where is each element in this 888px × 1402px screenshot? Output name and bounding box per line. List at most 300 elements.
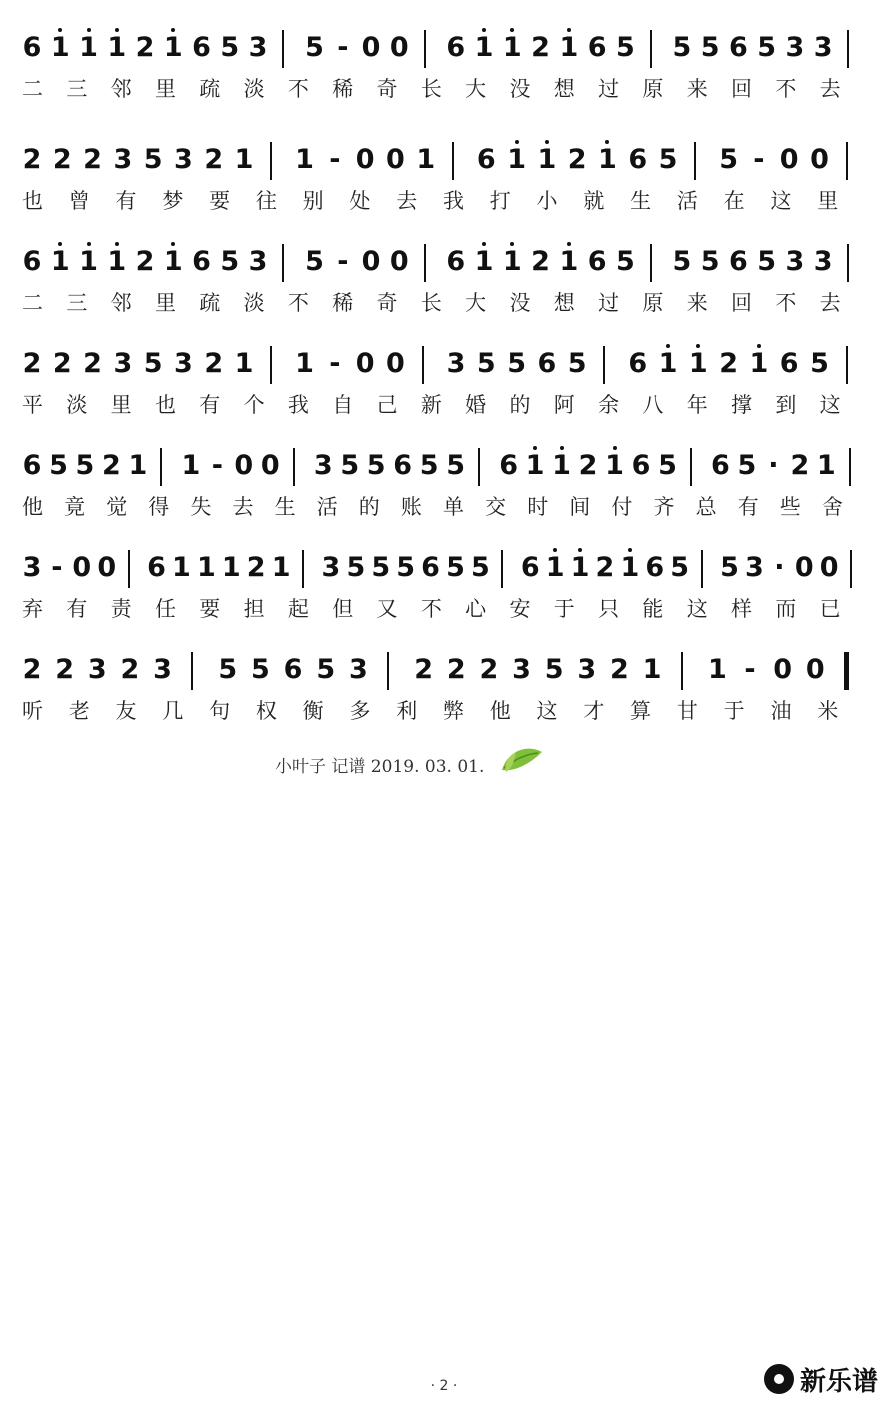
- note: [192, 28, 212, 68]
- note: [620, 548, 640, 588]
- lyric-char: 原: [642, 291, 664, 315]
- note: [305, 242, 325, 282]
- note-digit: 6: [728, 32, 748, 63]
- barline: [846, 346, 848, 384]
- note-digit: 0: [389, 246, 409, 277]
- dash: [333, 28, 353, 68]
- note-digit: ·: [774, 552, 785, 583]
- note-digit: 0: [355, 144, 375, 175]
- note-digit: 2: [22, 348, 42, 379]
- note: [220, 242, 240, 282]
- high-octave-dot: [757, 344, 761, 348]
- lyric-char: 婚: [465, 393, 487, 417]
- note-digit: 2: [204, 144, 224, 175]
- lyric-char: 担: [243, 597, 265, 621]
- note-digit: 0: [386, 348, 405, 379]
- note-digit: 1: [234, 144, 254, 175]
- note-digit: 6: [537, 348, 557, 379]
- note-digit: 0: [97, 552, 117, 583]
- note: [107, 28, 127, 68]
- notation-system: [0, 548, 888, 648]
- notes-line: [22, 28, 864, 68]
- note-digit: 3: [512, 654, 531, 685]
- note-digit: 2: [531, 246, 550, 277]
- barline: [293, 448, 295, 486]
- barline: [681, 652, 683, 690]
- note: [749, 344, 769, 384]
- note-digit: 0: [773, 654, 792, 685]
- record-disk-icon: [764, 1364, 794, 1394]
- note-digit: 3: [22, 552, 42, 583]
- dot: [769, 548, 789, 588]
- leaf-icon: [498, 742, 546, 776]
- note-digit: 1: [658, 348, 678, 379]
- barline: [191, 652, 193, 690]
- note: [567, 344, 587, 384]
- lyric-char: 原: [642, 77, 664, 101]
- logo-text: 新乐谱: [799, 1366, 878, 1397]
- note: [75, 446, 95, 486]
- note-digit: 2: [719, 348, 738, 379]
- note: [22, 28, 42, 68]
- lyric-char: 这: [686, 597, 708, 621]
- lyric-char: 二: [22, 77, 43, 101]
- note: [22, 344, 42, 384]
- lyric-char: 而: [775, 597, 797, 621]
- note: [305, 28, 325, 68]
- lyric-char: 也: [154, 393, 176, 417]
- notation-system: [0, 242, 888, 342]
- note: [559, 28, 579, 68]
- note-digit: 5: [340, 450, 360, 481]
- note-digit: 5: [544, 654, 564, 685]
- note: [385, 140, 405, 180]
- note: [502, 28, 522, 68]
- note-digit: 0: [819, 552, 839, 583]
- lyrics-line: [0, 392, 888, 422]
- dash: [740, 650, 760, 690]
- notes-line: [22, 344, 864, 384]
- note-digit: 1: [525, 450, 545, 481]
- note: [446, 344, 466, 384]
- note: [22, 446, 42, 486]
- note: [220, 28, 240, 68]
- lyric-char: 打: [489, 189, 511, 213]
- note-digit: 2: [531, 32, 550, 63]
- lyric-char: 没: [509, 77, 531, 101]
- note: [171, 548, 191, 588]
- lyric-char: 往: [255, 189, 277, 213]
- note-digit: 2: [55, 654, 75, 685]
- note-digit: 0: [361, 246, 381, 277]
- lyric-char: 单: [443, 495, 464, 519]
- note-digit: 2: [83, 144, 102, 175]
- note: [499, 446, 519, 486]
- lyric-char: 曾: [68, 189, 90, 213]
- note-digit: 1: [416, 144, 436, 175]
- note: [361, 28, 381, 68]
- note-digit: 1: [271, 552, 291, 583]
- barline: [847, 30, 849, 68]
- note-digit: 2: [446, 654, 466, 685]
- lyric-char: 新: [420, 393, 442, 417]
- note: [474, 242, 494, 282]
- note-digit: 5: [658, 144, 678, 175]
- note-digit: 6: [192, 32, 211, 63]
- note: [143, 344, 163, 384]
- note: [393, 446, 413, 486]
- lyric-char: 不: [420, 597, 442, 621]
- lyrics-line: [0, 188, 888, 218]
- note-digit: 2: [52, 348, 72, 379]
- lyric-char: 三: [66, 291, 88, 315]
- lyric-char: 不: [775, 291, 797, 315]
- note-digit: 0: [794, 552, 814, 583]
- note: [670, 548, 690, 588]
- note: [658, 344, 678, 384]
- note-digit: 6: [192, 246, 211, 277]
- note-digit: 3: [577, 654, 597, 685]
- lyric-char: 过: [598, 291, 620, 315]
- lyric-char: 得: [148, 495, 170, 519]
- note-digit: 6: [446, 246, 466, 277]
- note-digit: 2: [595, 552, 615, 583]
- lyric-char: 在: [723, 189, 745, 213]
- lyric-char: 奇: [376, 77, 398, 101]
- note: [479, 650, 499, 690]
- lyric-char: 邻: [110, 77, 132, 101]
- lyric-char: 梦: [162, 189, 184, 213]
- lyric-char: 的: [509, 393, 531, 417]
- note: [246, 548, 266, 588]
- note-digit: 6: [587, 246, 607, 277]
- note-digit: 3: [87, 654, 107, 685]
- high-octave-dot: [628, 548, 632, 552]
- note: [720, 548, 740, 588]
- lyric-char: 稀: [332, 291, 354, 315]
- lyric-char: 他: [22, 495, 43, 519]
- note-digit: 5: [810, 348, 829, 379]
- note: [135, 242, 155, 282]
- lyric-char: 大: [465, 77, 487, 101]
- note: [153, 650, 173, 690]
- note: [135, 28, 155, 68]
- note: [248, 242, 268, 282]
- notes-line: [22, 446, 864, 486]
- note-digit: 2: [578, 450, 598, 481]
- lyric-char: 回: [731, 291, 753, 315]
- note: [470, 548, 490, 588]
- note-digit: 5: [476, 348, 496, 379]
- note-digit: 1: [507, 144, 526, 175]
- note: [313, 446, 333, 486]
- note: [79, 242, 99, 282]
- barline: [603, 346, 605, 384]
- barline: [478, 448, 480, 486]
- note-digit: 3: [321, 552, 341, 583]
- lyric-char: 多: [349, 699, 371, 723]
- note: [595, 548, 615, 588]
- site-logo[interactable]: [764, 1362, 878, 1396]
- note-digit: 1: [172, 552, 191, 583]
- note-digit: 3: [248, 246, 268, 277]
- note: [700, 28, 720, 68]
- lyrics-line: [0, 290, 888, 320]
- lyric-char: 甘: [676, 699, 698, 723]
- barline: [270, 142, 272, 180]
- note-digit: 2: [83, 348, 102, 379]
- notation-system: [0, 446, 888, 546]
- note-digit: 5: [446, 450, 466, 481]
- lyric-char: 有: [737, 495, 759, 519]
- note-digit: 1: [163, 246, 183, 277]
- note: [520, 548, 540, 588]
- note: [445, 548, 465, 588]
- barline: [650, 244, 652, 282]
- note: [476, 344, 496, 384]
- note: [389, 28, 409, 68]
- note: [192, 242, 212, 282]
- note-digit: -: [337, 32, 349, 63]
- note-digit: 2: [120, 654, 140, 685]
- note-digit: 5: [49, 450, 68, 481]
- note: [128, 446, 148, 486]
- note: [52, 140, 72, 180]
- note-digit: 5: [305, 32, 324, 63]
- note-digit: 1: [295, 348, 314, 379]
- note-digit: 1: [196, 552, 216, 583]
- lyric-char: 利: [396, 699, 418, 723]
- barline: [422, 346, 424, 384]
- note: [700, 242, 720, 282]
- lyric-char: 自: [332, 393, 354, 417]
- note-digit: 6: [421, 552, 440, 583]
- note-digit: 1: [559, 246, 579, 277]
- note: [173, 140, 193, 180]
- note: [615, 28, 635, 68]
- note: [419, 446, 439, 486]
- barline: [128, 550, 130, 588]
- note-digit: 0: [389, 32, 409, 63]
- lyric-char: 生: [274, 495, 296, 519]
- lyric-char: 余: [598, 393, 620, 417]
- lyric-char: 这: [536, 699, 558, 723]
- lyric-char: 的: [358, 495, 380, 519]
- note-digit: 1: [474, 246, 494, 277]
- lyric-char: 回: [731, 77, 753, 101]
- note-digit: 5: [366, 450, 386, 481]
- note-digit: 3: [813, 32, 833, 63]
- note: [421, 548, 441, 588]
- lyric-char: 于: [723, 699, 745, 723]
- note-digit: 6: [645, 552, 665, 583]
- note-digit: 5: [396, 552, 416, 583]
- note: [321, 548, 341, 588]
- note: [578, 446, 598, 486]
- lyric-char: 就: [583, 189, 605, 213]
- high-octave-dot: [567, 242, 571, 246]
- lyric-char: 奇: [376, 291, 398, 315]
- note: [366, 446, 386, 486]
- note-digit: 5: [305, 246, 324, 277]
- lyric-char: 二: [22, 291, 43, 315]
- note: [204, 140, 224, 180]
- note: [50, 242, 70, 282]
- note: [234, 446, 254, 486]
- barline: [424, 30, 426, 68]
- lyric-char: 弃: [22, 597, 43, 621]
- note-digit: 1: [107, 246, 127, 277]
- note-digit: 2: [567, 144, 587, 175]
- note: [544, 650, 564, 690]
- note-digit: 5: [720, 552, 739, 583]
- lyric-char: 安: [509, 597, 531, 621]
- lyric-char: 但: [332, 597, 354, 621]
- note-digit: 6: [393, 450, 413, 481]
- note: [389, 242, 409, 282]
- high-octave-dot: [87, 242, 91, 246]
- note: [22, 140, 42, 180]
- note-digit: 2: [790, 450, 810, 481]
- lyric-char: 米: [817, 699, 839, 723]
- lyric-char: 有: [66, 597, 88, 621]
- lyrics-line: [0, 698, 888, 728]
- note: [371, 548, 391, 588]
- lyric-char: 大: [465, 291, 487, 315]
- note-digit: 5: [670, 552, 690, 583]
- note: [250, 650, 270, 690]
- note: [737, 446, 757, 486]
- note-digit: 3: [313, 450, 333, 481]
- note: [204, 344, 224, 384]
- note: [248, 28, 268, 68]
- high-octave-dot: [613, 446, 617, 450]
- lyric-char: 觉: [106, 495, 128, 519]
- note: [507, 140, 527, 180]
- lyric-char: 里: [817, 189, 839, 213]
- note-digit: 2: [135, 32, 155, 63]
- lyric-char: 衡: [302, 699, 324, 723]
- high-octave-dot: [515, 140, 519, 144]
- lyric-char: 账: [400, 495, 422, 519]
- lyric-char: 不: [287, 77, 309, 101]
- lyrics-line: [0, 494, 888, 524]
- note: [234, 140, 254, 180]
- barline: [694, 142, 696, 180]
- note: [316, 650, 336, 690]
- high-octave-dot: [87, 28, 91, 32]
- note: [221, 548, 241, 588]
- note: [476, 140, 496, 180]
- note: [48, 446, 68, 486]
- lyric-char: 想: [553, 291, 575, 315]
- lyric-char: 舍: [821, 495, 843, 519]
- note-digit: 0: [779, 144, 799, 175]
- note: [605, 446, 625, 486]
- note-digit: 2: [22, 654, 42, 685]
- note-digit: 3: [446, 348, 466, 379]
- note-digit: 1: [50, 32, 70, 63]
- note: [52, 344, 72, 384]
- lyric-char: 听: [22, 699, 43, 723]
- lyric-char: 老: [68, 699, 90, 723]
- note-digit: 3: [785, 32, 805, 63]
- note: [283, 650, 303, 690]
- dash: [325, 140, 345, 180]
- barline: [701, 550, 703, 588]
- note: [577, 650, 597, 690]
- note-digit: 1: [181, 450, 201, 481]
- note: [559, 242, 579, 282]
- note: [295, 344, 315, 384]
- note: [707, 650, 727, 690]
- note-digit: 5: [737, 450, 757, 481]
- note-digit: 1: [598, 144, 617, 175]
- note: [143, 140, 163, 180]
- note-digit: 6: [22, 246, 42, 277]
- note-digit: 1: [707, 654, 727, 685]
- note: [809, 344, 829, 384]
- lyric-char: 这: [819, 393, 841, 417]
- note: [552, 446, 572, 486]
- note-digit: 6: [587, 32, 607, 63]
- note-digit: 6: [711, 450, 730, 481]
- high-octave-dot: [666, 344, 670, 348]
- note-digit: 6: [476, 144, 496, 175]
- note: [446, 650, 466, 690]
- note-digit: 1: [234, 348, 254, 379]
- note-digit: 5: [658, 450, 677, 481]
- high-octave-dot: [115, 242, 119, 246]
- note-digit: 3: [153, 654, 172, 685]
- note: [120, 650, 140, 690]
- note: [631, 446, 651, 486]
- notes-line: [22, 548, 864, 588]
- lyric-char: 去: [232, 495, 254, 519]
- note: [260, 446, 280, 486]
- note-digit: 1: [79, 32, 98, 63]
- note-digit: 3: [113, 144, 133, 175]
- note: [446, 242, 466, 282]
- lyric-char: 责: [110, 597, 132, 621]
- notes-line: [22, 140, 864, 180]
- note-digit: 1: [605, 450, 624, 481]
- note-digit: 5: [567, 348, 587, 379]
- note-digit: 3: [174, 348, 193, 379]
- note: [785, 28, 805, 68]
- note-digit: 1: [221, 552, 241, 583]
- lyric-char: 疏: [199, 77, 221, 101]
- note: [567, 140, 587, 180]
- note-digit: 5: [218, 654, 238, 685]
- lyric-char: 只: [598, 597, 620, 621]
- note-digit: 5: [672, 246, 692, 277]
- note: [97, 548, 117, 588]
- note-digit: -: [211, 450, 223, 481]
- note: [173, 344, 193, 384]
- note-digit: 6: [520, 552, 540, 583]
- lyric-char: 样: [731, 597, 753, 621]
- note: [107, 242, 127, 282]
- note: [295, 140, 315, 180]
- lyric-char: 不: [287, 291, 309, 315]
- note-digit: 1: [502, 32, 522, 63]
- note-digit: 5: [346, 552, 366, 583]
- note: [416, 140, 436, 180]
- lyric-char: 平: [22, 393, 43, 417]
- lyric-char: 不: [775, 77, 797, 101]
- transcriber-credit: 小叶子 记谱 2019. 03. 01.: [275, 757, 485, 777]
